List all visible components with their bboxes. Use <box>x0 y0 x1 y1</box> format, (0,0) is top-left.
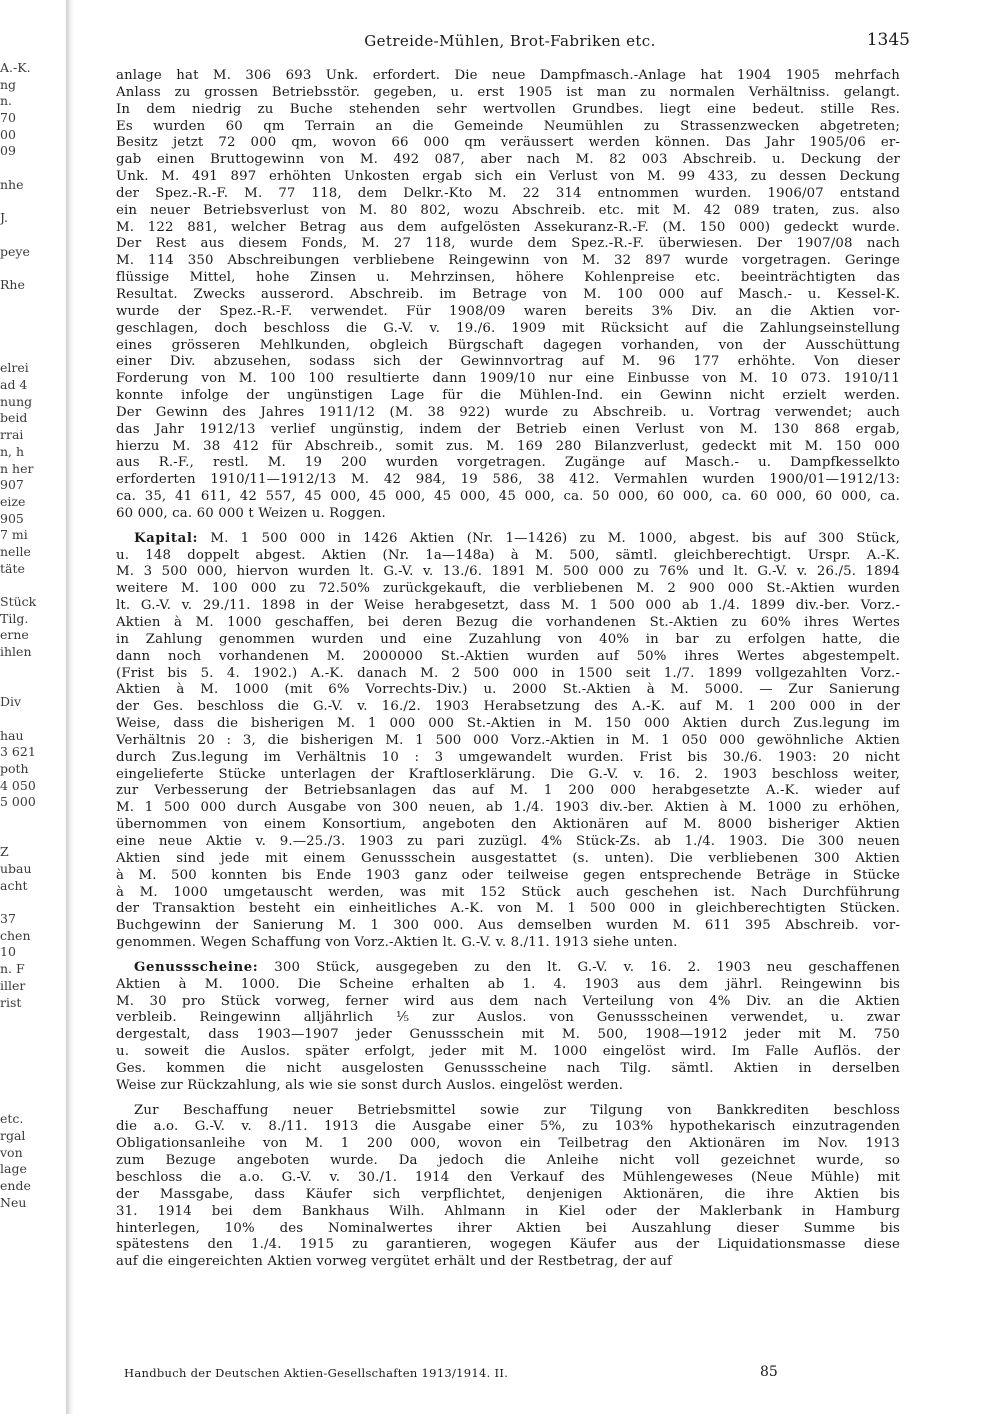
line-text: (Frist bis 5. 4. 1902.) A.-K. danach M. 2 500 000 in 1500 seit 1./7. 1899 vollgezahlten Vorz.- <box>116 665 900 681</box>
text-line <box>116 885 900 902</box>
line-text: Aktien à M. 1000 (mit 6% Vorrechts-Div.) u. 2000 St.-Aktien à M. 5000. — Zur Sanierung <box>116 682 900 698</box>
text-line <box>116 598 900 615</box>
margin-fragment <box>0 194 64 211</box>
margin-fragment: 7 mi <box>0 527 28 543</box>
line-text: hinterlegen, 10% des Nominalwertes ihrer Aktien bei Auszahlung dieser Summe bis <box>116 1220 900 1236</box>
margin-fragment: iller <box>0 977 26 993</box>
margin-fragment: erne <box>0 627 29 643</box>
text-line <box>116 1119 900 1136</box>
text-line <box>116 682 900 699</box>
text-line <box>116 119 900 136</box>
text-line <box>116 152 900 169</box>
line-text: Anlass zu grossen Betriebsstör. gegeben, u. erst 1905 ist man zu normalen Verhältniss. gelangt. <box>116 84 900 100</box>
line-text: wurde der Spez.-R.-F. verwendet. Für 1908/09 waren bereits 3% Div. an die Aktien vor- <box>116 303 900 319</box>
line-text: lt. G.-V. v. 29./11. 1898 in der Weise herabgesetzt, dass M. 1 500 000 ab 1./4. 1899 div.-ber. Vorz.- <box>116 598 900 614</box>
line-text: Obligationsanleihe von M. 1 200 000, wovon ein Teilbetrag den Aktionären im Nov. 1913 <box>116 1136 900 1152</box>
margin-fragment: ng <box>0 76 17 92</box>
margin-fragment: Neu <box>0 1194 27 1210</box>
text-line <box>116 220 900 237</box>
text-line <box>116 1221 900 1238</box>
text-line <box>116 733 900 750</box>
paragraph <box>116 1103 900 1271</box>
text-line <box>116 135 900 152</box>
line-text: In dem niedrig zu Buche stehenden sehr wertvollen Grundbes. liegt eine bedeut. stille Res. <box>116 101 900 117</box>
text-line <box>116 699 900 716</box>
text-line <box>116 287 900 304</box>
margin-fragment <box>0 1095 64 1112</box>
text-line <box>116 321 900 338</box>
margin-fragment: Rhe <box>0 276 25 292</box>
margin-fragment: 5 000 <box>0 794 36 810</box>
margin-fragment <box>0 310 64 327</box>
line-text: in Zahlung genommen wurden und eine Zuzahlung von 40% in bar zu erfolgen hatte, die <box>116 631 900 647</box>
line-text: der Massgabe, dass Käufer sich verpflichtet, denjenigen Aktionären, die ihre Aktien bis <box>116 1186 900 1202</box>
text-line <box>116 1237 900 1254</box>
line-text: einer Div. abzusehen, sodass sich der Gewinnvortrag auf M. 96 177 erhöhte. Von dieser <box>116 354 900 370</box>
text-line <box>116 666 900 683</box>
margin-fragment: Z <box>0 844 9 860</box>
adjacent-page-margin <box>0 60 64 1380</box>
text-line <box>116 354 900 371</box>
line-text: Aktien sind jede mit einem Genussschein ausgestattet (s. unten). Die verbliebenen 300 Aktien <box>116 850 900 866</box>
line-text: 300 Stück, ausgegeben zu den lt. G.-V. v. 16. 2. 1903 neu geschaffenen <box>274 959 900 975</box>
text-line <box>116 439 900 456</box>
margin-fragment: chen <box>0 927 31 943</box>
margin-fragment: 3 621 <box>0 744 36 760</box>
text-line <box>116 817 900 834</box>
line-text: anlage hat M. 306 693 Unk. erfordert. Die neue Dampfmasch.-Anlage hat 1904 1905 mehrfach <box>116 68 900 83</box>
line-text: dann noch vorhandenen M. 2000000 St.-Aktien wurden auf 50% ihres Wertes abgestempelt. <box>116 648 900 664</box>
line-text: M. 1 500 000 in 1426 Aktien (Nr. 1—1426) zu M. 1000, abgest. bis auf 300 Stück, <box>210 530 900 546</box>
line-text: flüssige Mittel, hohe Zinsen u. Mehrzinsen, höhere Kohlenpreise etc. beeinträchtigten das <box>116 270 900 286</box>
line-text: erforderten 1910/11—1912/13 M. 42 984, 19 586, 38 412. Vermahlen wurden 1900/01—1912/13: <box>116 472 900 488</box>
text-line <box>116 489 900 506</box>
text-line <box>116 85 900 102</box>
text-line <box>116 186 900 203</box>
line-text: gab einen Bruttogewinn von M. 492 087, aber nach M. 82 003 Abschreib. u. Deckung der <box>116 152 900 168</box>
running-title: Getreide-Mühlen, Brot-Fabriken etc. <box>364 32 656 50</box>
line-text: 31. 1914 bei dem Bankhaus Wilh. Ahlmann in Kiel oder der Maklerbank in Hamburg <box>116 1203 900 1219</box>
text-line <box>116 935 900 952</box>
line-text: eingelieferte Stücke unterlagen der Kraftloserklärung. Die G.-V. v. 16. 2. 1903 beschloss weiter, <box>116 766 900 782</box>
line-text: eines grösseren Mehlkunden, obgleich Bürgschaft dagegen vorhanden, von der Ausschüttung <box>116 337 900 353</box>
text-line <box>116 834 900 851</box>
text-line <box>116 1061 900 1078</box>
margin-fragment: A.-K. <box>0 60 31 75</box>
line-text: hierzu M. 38 412 für Abschreib., somit zus. M. 169 280 Bilanzverlust, gedeckt mit M. 150 000 <box>116 438 900 454</box>
line-text: Aktien à M. 1000 geschaffen, bei deren Bezug die vorhandenen St.-Aktien zu 60% ihres Wertes <box>116 615 900 630</box>
margin-fragment: peye <box>0 243 30 259</box>
margin-fragment <box>0 344 64 361</box>
margin-fragment: 10 <box>0 944 16 960</box>
line-text: M. 122 881, welcher Betrag aus dem aufgelösten Assekuranz-R.-F. (M. 150 000) gedeckt wurde. <box>116 219 900 235</box>
text-line <box>116 1170 900 1187</box>
text-line <box>116 531 900 548</box>
text-line <box>116 960 900 977</box>
line-text: zur Verbesserung der Betriebsanlagen das auf M. 1 200 000 herabgesetzte A.-K. wieder auf <box>116 783 900 799</box>
margin-fragment: 905 <box>0 510 24 526</box>
margin-fragment: rrai <box>0 427 24 443</box>
text-line <box>116 767 900 784</box>
margin-fragment: beid <box>0 410 28 426</box>
paragraph <box>116 68 900 523</box>
margin-fragment <box>0 1028 64 1045</box>
line-text: aus R.-F., restl. M. 19 200 wurden vorgetragen. Zugänge auf Masch.- u. Dampfkesselkto <box>116 455 900 471</box>
line-text: konnte infolge der ungünstigen Lage für die Mühlen-Ind. ein Gewinn nicht erzielt werden. <box>116 388 900 404</box>
margin-fragment: ihlen <box>0 644 32 660</box>
line-text: à M. 1000 umgetauscht werden, was mit 152 Stück auch geschehen ist. Nach Durchführung <box>116 884 900 900</box>
line-text: Unk. M. 491 897 erhöhten Unkosten ergab sich ein Verlust von M. 99 433, zu dessen Deckung <box>116 169 900 185</box>
margin-fragment <box>0 1061 64 1078</box>
line-text: Es wurden 60 qm Terrain an die Gemeinde Neumühlen zu Strassenzwecken abgetreten; <box>116 118 900 134</box>
text-line <box>116 1103 900 1120</box>
margin-fragment: ende <box>0 1178 31 1194</box>
margin-fragment: Div <box>0 694 22 710</box>
margin-fragment <box>0 577 64 594</box>
margin-fragment: nung <box>0 393 33 409</box>
text-line <box>116 506 900 523</box>
text-line <box>116 800 900 817</box>
text-line <box>116 750 900 767</box>
line-text: Buchgewinn der Sanierung M. 1 300 000. Aus demselben wurden M. 611 395 Abschreib. vor- <box>116 918 900 934</box>
line-text: das Jahr 1912/13 verlief ungünstig, indem der Betrieb einen Verlust von M. 130 868 ergab, <box>116 421 900 437</box>
margin-fragment: acht <box>0 877 28 893</box>
margin-fragment: von <box>0 1144 23 1160</box>
line-text: spätestens den 1./4. 1915 zu garantieren, wogegen Käufer aus der Liquidationsmasse diese <box>116 1237 900 1253</box>
margin-fragment: 37 <box>0 911 16 927</box>
line-text: Aktien à M. 1000. Die Scheine erhalten ab 1. 4. 1903 aus dem jährl. Reingewinn bis <box>116 976 900 992</box>
text-line <box>116 994 900 1011</box>
line-text: Weise, dass die bisherigen M. 1 000 000 St.-Aktien in M. 150 000 Aktien durch Zus.legung im <box>116 716 900 732</box>
page-number: 1345 <box>866 30 910 50</box>
signature-number: 85 <box>760 1364 778 1380</box>
text-line <box>116 203 900 220</box>
line-text: geschlagen, doch beschloss die G.-V. v. 19./6. 1909 mit Rücksicht auf die Zahlungseinstellung <box>116 320 900 336</box>
margin-fragment: n, h <box>0 443 25 459</box>
margin-fragment <box>0 1078 64 1095</box>
margin-fragment <box>0 160 64 177</box>
section-lead: Kapital: <box>134 530 199 546</box>
line-text: Der Rest aus diesem Fonds, M. 27 118, wurde dem Spez.-R.-F. überwiesen. Der 1907/08 nach <box>116 236 900 252</box>
margin-fragment: 4 050 <box>0 777 36 793</box>
margin-fragment: Stück <box>0 594 37 609</box>
text-line <box>116 1078 900 1095</box>
text-line <box>116 304 900 321</box>
text-line <box>116 68 900 85</box>
text-line <box>116 1044 900 1061</box>
text-line <box>116 388 900 405</box>
text-line <box>116 615 900 632</box>
line-text: Verhältnis 20 : 3, die bisherigen M. 1 500 000 Vorz.-Aktien in M. 1 050 000 gewöhnliche Aktien <box>116 732 900 748</box>
text-line <box>116 918 900 935</box>
text-line <box>116 581 900 598</box>
margin-fragment: n her <box>0 460 34 476</box>
text-line <box>116 868 900 885</box>
line-text: verbleib. Reingewinn alljährlich ⅕ zur Auslos. von Genussscheinen verwendet, u. zwar <box>116 1010 900 1026</box>
line-text: M. 1 500 000 durch Ausgabe von 300 neuen, ab 1./4. 1903 div.-ber. Aktien à M. 1000 zu erhöhen, <box>116 800 900 816</box>
text-line <box>116 783 900 800</box>
line-text: M. 114 350 Abschreibungen verbliebene Reingewinn von M. 32 897 wurde vorgetragen. Geringe <box>116 253 900 269</box>
margin-fragment: rist <box>0 994 22 1010</box>
margin-fragment <box>0 828 64 845</box>
margin-fragment: hau <box>0 727 24 743</box>
line-text: u. soweit die Auslos. später erfolgt, jeder mit M. 1000 eingelöst wird. Im Falle Auflös. der <box>116 1044 900 1060</box>
line-text: Forderung von M. 100 100 resultierte dann 1909/10 nur eine Einbusse von M. 10 073. 1910/11 <box>116 371 900 387</box>
line-text: auf die eingereichten Aktien vorweg vergütet erhält und der Restbetrag, der auf <box>116 1254 673 1270</box>
text-line <box>116 1153 900 1170</box>
line-text: genommen. Wegen Schaffung von Vorz.-Aktien lt. G.-V. v. 8./11. 1913 siehe unten. <box>116 935 678 951</box>
text-line <box>116 1254 900 1271</box>
line-text: Resultat. Zwecks ausserord. Abschreib. im Betrage von M. 100 000 auf Masch.- u. Kessel-K. <box>116 286 900 302</box>
text-line <box>116 102 900 119</box>
text-line <box>116 405 900 422</box>
line-text: u. 148 doppelt abgest. Aktien (Nr. 1a—148a) à M. 500, sämtl. gleichberechtigt. Urspr. A.-K. <box>116 547 900 563</box>
paragraph <box>116 531 900 952</box>
text-line <box>116 236 900 253</box>
footer-imprint: Handbuch der Deutschen Aktien-Gesellschaften 1913/1914. II. <box>124 1366 509 1380</box>
paragraph <box>116 960 900 1095</box>
text-line <box>116 851 900 868</box>
line-text: weitere M. 100 000 zu 72.50% zurückgekauft, die verbliebenen M. 2 900 000 St.-Aktien wurden <box>116 581 900 597</box>
line-text: Weise zur Rückzahlung, als wie sie sonst durch Auslos. eingelöst werden. <box>116 1077 624 1093</box>
margin-fragment: eize <box>0 493 26 509</box>
line-text: beschloss die a.o. G.-V. v. 30./1. 1914 den Verkauf des Mühlengeweses (Neue Mühle) mit <box>116 1170 900 1185</box>
text-line <box>116 632 900 649</box>
margin-fragment <box>0 327 64 344</box>
text-line <box>116 564 900 581</box>
line-text: à M. 500 konnten bis Ende 1903 ganz oder teilweise gegen entsprechende Beträge in Stücke <box>116 867 900 883</box>
margin-fragment <box>0 1011 64 1028</box>
text-line <box>116 253 900 270</box>
margin-fragment <box>0 711 64 728</box>
line-text: Der Gewinn des Jahres 1911/12 (M. 38 922) wurde zu Abschreib. u. Vortrag verwendet; auch <box>116 404 900 420</box>
margin-fragment: 00 <box>0 126 16 142</box>
line-text: zum Bezuge angeboten wurde. Da jedoch die Anleihe nicht voll gezeichnet wurde, so <box>116 1153 900 1169</box>
line-text: der Spez.-R.-F. M. 77 118, dem Delkr.-Kto M. 22 314 entnommen wurden. 1906/07 entstand <box>116 185 900 201</box>
margin-fragment: lage <box>0 1161 27 1177</box>
section-lead: Genussscheine: <box>134 959 259 975</box>
line-text: der Ges. beschloss die G.-V. v. 16./2. 1903 Herabsetzung des A.-K. auf M. 1 200 000 in der <box>116 699 900 715</box>
margin-fragment: n. <box>0 93 13 109</box>
margin-fragment <box>0 661 64 678</box>
margin-fragment: poth <box>0 760 29 776</box>
text-line <box>116 548 900 565</box>
text-line <box>116 1010 900 1027</box>
margin-fragment <box>0 894 64 911</box>
line-text: Besitz jetzt 72 000 qm, wovon 66 000 qm veräussert werden können. Das Jahr 1905/06 er- <box>116 135 900 151</box>
text-line <box>116 371 900 388</box>
margin-fragment: nelle <box>0 543 31 559</box>
line-text: eine neue Aktie v. 9.—25./3. 1903 zu pari zuzügl. 4% Stück-Zs. ab 1./4. 1903. Die 300 neuen <box>116 833 900 849</box>
margin-fragment <box>0 811 64 828</box>
body-text <box>116 68 900 1271</box>
margin-fragment: ubau <box>0 861 32 876</box>
line-text: die a.o. G.-V. v. 8./11. 1913 die Ausgabe einer 5%, zu 103% hypothekarisch einzutragenden <box>116 1119 900 1135</box>
text-line <box>116 169 900 186</box>
margin-fragment: J. <box>0 210 9 226</box>
margin-fragment: 09 <box>0 143 16 159</box>
running-head <box>110 30 910 54</box>
line-text: ca. 35, 41 611, 42 557, 45 000, 45 000, 45 000, 45 000, ca. 50 000, 60 000, ca. 60 000, 60 000, ca. <box>116 489 900 505</box>
margin-fragment: nhe <box>0 176 24 192</box>
margin-fragment: täte <box>0 560 25 576</box>
text-line <box>116 270 900 287</box>
text-line <box>116 977 900 994</box>
line-text: durch Zus.legung im Verhältnis 10 : 3 umgewandelt wurden. Frist bis 30./6. 1903: 20 nicht <box>116 749 900 765</box>
margin-fragment: elrei <box>0 360 29 376</box>
line-text: M. 3 500 000, hiervon wurden lt. G.-V. v. 13./6. 1891 M. 500 000 zu 76% und lt. G.-V. v. 26./5. 1894 <box>116 564 900 580</box>
text-line <box>116 455 900 472</box>
margin-fragment: 70 <box>0 110 16 126</box>
text-line <box>116 1027 900 1044</box>
margin-fragment: etc. <box>0 1111 24 1127</box>
margin-fragment <box>0 260 64 277</box>
line-text: 60 000, ca. 60 000 t Weizen u. Roggen. <box>116 505 386 521</box>
line-text: Ges. kommen die nicht ausgelosten Genussscheine nach Tilg. sämtl. Aktien in derselben <box>116 1060 900 1076</box>
text-line <box>116 1136 900 1153</box>
margin-fragment: rgal <box>0 1128 26 1143</box>
margin-fragment: 907 <box>0 477 24 493</box>
page-gutter <box>66 0 74 1414</box>
margin-fragment <box>0 677 64 694</box>
line-text: M. 30 pro Stück vorweg, ferner wird aus dem nach Verteilung von 4% Div. an die Aktien <box>116 993 900 1009</box>
margin-fragment <box>0 227 64 244</box>
text-line <box>116 472 900 489</box>
margin-fragment: n. F <box>0 961 25 977</box>
line-text: Zur Beschaffung neuer Betriebsmittel sowie zur Tilgung von Bankkrediten beschloss <box>134 1102 900 1118</box>
text-line <box>116 422 900 439</box>
margin-fragment: Tilg. <box>0 610 29 626</box>
text-line <box>116 1204 900 1221</box>
line-text: ein neuer Betriebsverlust von M. 80 802, wozu Abschreib. etc. mit M. 42 089 traten, zus. also <box>116 202 900 218</box>
text-line <box>116 649 900 666</box>
text-line <box>116 338 900 355</box>
text-line <box>116 716 900 733</box>
line-text: der Transaktion besteht ein einheitliches A.-K. von M. 1 500 000 in gleichberechtigten Stücken. <box>116 901 900 917</box>
line-text: übernommen von einem Konsortium, angeboten den Aktionären auf M. 8000 bisheriger Aktien <box>116 817 900 833</box>
margin-fragment: ad 4 <box>0 377 28 393</box>
text-line <box>116 1187 900 1204</box>
margin-fragment <box>0 1045 64 1062</box>
text-line <box>116 901 900 918</box>
margin-fragment <box>0 294 64 311</box>
line-text: dergestalt, dass 1903—1907 jeder Genussschein mit M. 500, 1908—1912 jeder mit M. 750 <box>116 1027 900 1043</box>
